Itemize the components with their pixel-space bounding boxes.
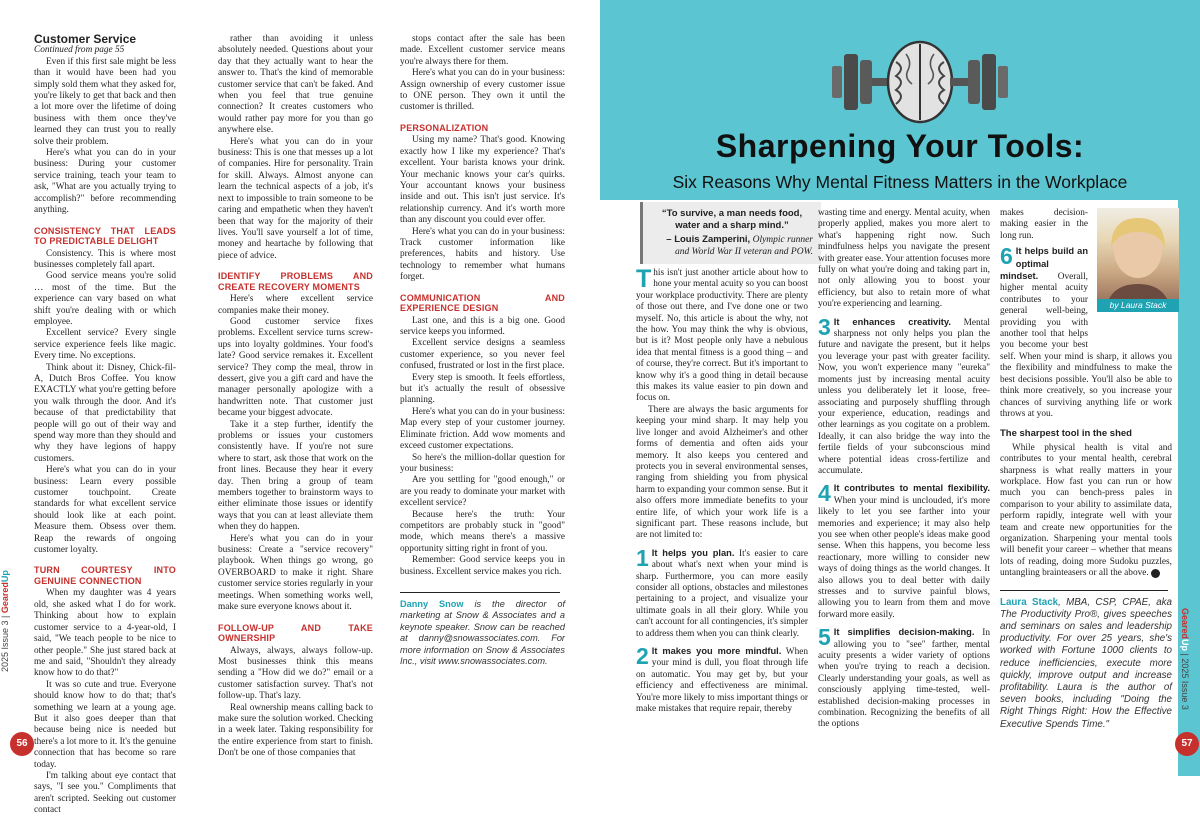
reason-text: Overall, higher mental acuity contributes to your general well-being, providing you with another tool that helps you become your best self. When your mind is sharp, it allows you the flexibility and mindfulness to make the best decisions possible. You'll also be able to think more creatively, so you increase your chances of surviving anything life or work throws at you. [1000,272,1172,419]
paragraph: Last one, and this is a big one. Good service keeps you informed. [400,315,565,338]
reason-2 [636,643,808,715]
paragraph: Because here's the truth: Your competitors are probably stuck in "good" mode, which means there's a massive opportunity sitting right in front of you. [400,509,565,554]
paragraph: Here's what you can do in your business: Assign ownership of every customer issue to ONE person. They own it until the customer is thrilled. [400,68,565,113]
body-ownership [400,34,565,114]
paragraph: Good service means you're solid … most of the time. But the experience can vary based on what shift you're dealing with or which employee. [34,271,176,327]
reason-number: 3 [818,313,831,340]
paragraph: Here's what you can do in your business: Track customer information like preferences, habits and history. Use technology to remember what humans forget. [400,226,565,283]
intro-text: his isn't just another article about how to hone your mental acuity so you can boost your workplace productivity. There are plenty of those out there, and I've done one or two myself. No, this article is about the why, not the how. You may think the why is obvious, but is it? Most people only have a nebulous idea that mental fitness is a good thing – and of course, they're correct. But it's important to know why it's a good thing in detail because this makes its value easier to pin down and focus on. [636,268,808,404]
heading-communication: COMMUNICATION AND EXPERIENCE DESIGN [400,292,565,314]
shed-text: While physical health is vital and contributes to your mental health, cerebral sharpness is what really matters in your workplace. How fast you can run or how much you can bench-press pales in comparison to your ability to assimilate data, perform rapidly, integrate well with your team and create new opportunities for the organization. Sharpening your mental tools will benefit your career – whether that means lots of reading, doing more Sudoku puzzles, untangling brainteasers or all the above. [1000,442,1172,579]
issue-label-text: 2025 Issue 3 [1180,658,1190,710]
paragraph: Take it a step further, identify the problems or issues your customers consistently have. If you're not sure where to start, ask those that work on the front lines. Because they hear it every day. Then bring a group of team members together to brainstorm ways to either eliminate those issues or identify ways that you can at least alleviate them when they do happen. [218,419,373,533]
author-bio [1000,597,1172,731]
page-number-57: 57 [1175,732,1199,756]
reason-text: When your mind is unclouded, it's more likely to let you see farther into your memories and experience; it may also help you see when other people's ideas make good sense. When this happens, you become less reactionary, more willing to consider new ways of doing things as the world changes. It also allows you to deal better with daily stresses and to survive painful blows, allowing you to learn from them and move forward more easily. [818,495,990,620]
reason-text: It's easier to care about what's next when your mind is sharp. Furthermore, you can more easily consider all options, obstacles and milestones pertaining to a project, and visualize your ultimate goals in all their glory. While you can't account for all contingencies, it's simpler to address them when you can think clearly. [636,548,808,639]
paragraph: Good customer service fixes problems. Excellent service turns screw-ups into loyalty goldmines. Your food's late? Good service remakes it. Excellent service? They comp the meal, throw in dessert, give you a gift card and have the manager personally apologize with a handwritten note. That customer just became your biggest advocate. [218,316,373,419]
paragraph: Here's what you can do in your business: Learn every possible customer touchpoint. Create standards for what excellent service should look like at each point. Measure them. Obsess over them. Reap the rewards of ongoing customer loyalty. [34,465,176,556]
reason-1 [636,544,808,640]
author-photo [1097,208,1179,312]
author-bio-text: is the director of marketing at Snow & Associates and a keynote speaker. Snow can be reached at danny@snowassociates.com. For more information on Snow & Associates Inc., visit www.snowassociates.com. [400,598,565,667]
paragraph: It was so cute and true. Everyone should know how to do that; that's something we learn at a young age. But it also goes deeper than that because being nice is needed but there's a lot more to it. It's the genuine connection that has become so rare today. [34,679,176,770]
paragraph: Real ownership means calling back to make sure the solution worked. Checking in a week later. Taking responsibility for the entire experience from start to finish. Don't be one of those companies that [218,702,373,759]
body-problems [218,294,373,613]
reason-number: 4 [818,480,831,507]
paragraph: stops contact after the sale has been made. Excellent customer service means you're always there for them. [400,34,565,67]
reason-6-wrap [1000,208,1088,242]
brand-geared: Geared [1180,608,1190,640]
paragraph: Excellent service? Every single service experience feels like magic. Every time. No exceptions. [34,328,176,362]
intro-paragraph [636,265,808,405]
left-column-1 [34,32,176,816]
pull-quote [640,202,821,264]
issue-label-right: GearedUp | 2025 Issue 3 [1180,608,1190,710]
heading-followup: FOLLOW-UP AND TAKE OWNERSHIP [218,622,373,643]
reason-lead: It simplifies decision-making. [833,627,975,638]
gearedup-logo-icon [1151,569,1160,578]
brand-up: Up [0,570,10,583]
paragraph: Here's what you can do in your business: Create a "service recovery" playbook. When things go wrong, go OVERBOARD to make it right. Share customer service stories regularly in your meetings. When something works well, make sure everyone knows about it. [218,533,373,613]
drop-cap: T [636,265,652,293]
photo-caption: by Laura Stack [1097,299,1179,312]
author-bio [400,599,565,668]
left-column-2 [218,34,373,759]
author-name: Danny Snow [400,598,464,609]
body-courtesy [34,588,176,816]
body-personalization [400,135,565,283]
paragraph: Here's what you can do in your business: Map every step of your customer journey. Eliminate friction. Add wow moments and exceed customer expectations. [400,406,565,452]
article-title: Sharpening Your Tools: [715,128,1085,164]
page-56 [0,0,600,816]
shed-paragraph [1000,443,1172,580]
issue-label-text: 2025 Issue 3 [0,620,10,672]
reason-3 [818,313,990,478]
quote-text: “To survive, a man needs food, water and a sharp mind.” [661,208,803,231]
reason-lead: It helps build an optimal mindset. [1000,246,1088,282]
left-column-3 [400,34,565,750]
paragraph: I'm talking about eye contact that says, "I see you." Compliments that aren't scripted. Seeking out customer contact [34,770,176,816]
brand-geared: Geared [0,582,10,614]
paragraph: Are you settling for "good enough," or are you ready to dominate your market with excellent service? [400,475,565,509]
author-portrait [1097,208,1179,312]
article-subtitle: Six Reasons Why Mental Fitness Matters in the Workplace [672,172,1128,192]
paragraph: So here's the million-dollar question for your business: [400,452,565,474]
paragraph: Remember: Good service keeps you in business. Excellent service makes you rich. [400,555,565,577]
paragraph: Here's where excellent service companies make their money. [218,294,373,316]
divider [400,592,560,593]
reason-text: In allowing you to "see" farther, mental acuity presents a wider variety of options when you're trying to reach a decision. Clearly understanding your goals, as well as consciously applying time-tested, well-established decision-making processes in combination. Recognizing the benefits of all the options [818,628,990,730]
reason-text: Mental sharpness not only helps you plan the future and navigate the present, but it helps you leverage your past with greater facility. Now, you won't experience many "eureka" moments just by increasing mental acuity unless you deliberately let it loose, free-associating and purposely shuffling through your experience, education, readings and other learnings as you cogitate on a problem. Ideally, it can also bridge the way into the fertile fields of your subconscious mind where potential ideas cross-fertilize and accumulate. [818,317,990,476]
brand-up: Up [1180,639,1190,652]
reason-6-lead-in: makes decision-making easier in the long run. [1000,208,1088,241]
quote-author-desc: Olympic runner and World War II veteran and POW. [674,235,813,257]
quote-author: – Louis Zamperini, [666,234,751,245]
page-57 [600,0,1200,776]
right-column-2 [818,208,990,752]
paragraph: rather than avoiding it unless absolutely needed. Questions about your day that they actually want to hear the answer to. That's the kind of memorable customer service that can't be faked. And when you feel that true genuine connection? It creates customers who would rather pay more for you than go anywhere else. [218,34,373,136]
divider [1000,590,1168,591]
reason-lead: It contributes to mental flexibility. [833,483,990,494]
heading-personalization: PERSONALIZATION [400,122,489,133]
continued-note: Continued from page 55 [34,45,125,56]
brain-dumbbell-icon [830,32,1010,132]
reason-text: When your mind is dull, you float through life on automatic. You may get by, but your efficiency and effectiveness are minimal. You're more likely to miss important things or make mistakes that require repair, thereby [636,647,808,715]
quote-attribution [651,234,813,258]
issue-label-left: 2025 Issue 3 | GearedUp [0,570,10,672]
section-title: Customer Service [34,32,137,46]
reason-2-continued: wasting time and energy. Mental acuity, when properly applied, makes you more alert to what's happening right now. Such mindfulness helps you navigate the present with greater ease. Your attention focuses more fully on what you're doing and taking part in, not only allowing you to boost your efficiency, but also to retain more of what you're experiencing and learning. [818,208,990,310]
heading-sharpest-tool: The sharpest tool in the shed [1000,428,1132,440]
paragraph: When my daughter was 4 years old, she asked what I do for work. Thinking about how to explain customer service to a 4-year-old, I said, "We teach people to be nice to other people." She just stared back at me and said, "Shouldn't they already know how to do that?" [34,588,176,679]
reason-lead: It makes you more mindful. [651,646,782,656]
reason-4 [818,480,990,621]
reason-5 [818,624,990,731]
body-followup [218,646,373,760]
reason-number: 6 [1000,243,1013,270]
body-hire [218,34,373,262]
author-bio-text: , MBA, CSP, CPAE, aka The Productivity Pro®, gives speeches and seminars on sales and leadership productivity. For over 25 years, she's worked with Fortune 1000 clients to reduce inefficiencies, execute more quickly, improve output and increase profitability. Laura is the author of seven books, including "Doing the Right Things Right: How the Effective Executive Spends Time." [1000,596,1172,730]
paragraph: Excellent service designs a seamless customer experience, so you never feel confused, frustrated or lost in the first place. [400,338,565,372]
heading-problems: IDENTIFY PROBLEMS AND CREATE RECOVERY MOMENTS [218,271,373,292]
body-consistency [34,249,176,557]
paragraph: Think about it: Disney, Chick-fil-A, Dutch Bros Coffee. You know EXACTLY what you're getting before you walk through the door. And it's because of that predictability that people will go out of their way and spend way more than they should and why they have legions of happy customers. [34,362,176,464]
body-intro [34,57,176,217]
heading-consistency: CONSISTENCY THAT LEADS TO PREDICTABLE DELIGHT [34,225,176,246]
reason-lead: It enhances creativity. [833,316,951,327]
reason-lead: It helps you plan. [651,547,735,558]
paragraph: Even if this first sale might be less than it would have been had you simply sold them what they asked for, you're likely to get that back and then a lot more over the lifetime of doing business with them once they've learned they can trust you to really solve their problem. [34,56,176,147]
reason-number: 5 [818,624,831,651]
reason-number: 1 [636,544,649,571]
right-column-1 [636,265,808,752]
paragraph: Using my name? That's good. Knowing exactly how I like my experience? That's excellent. Your barista knows your drink. Your mechanic knows your car's quirks. Your accountant knows your business inside and out. This isn't just service. It's relationship currency. And it's worth more than any discount you could ever offer. [400,135,565,226]
author-name: Laura Stack [1000,596,1059,608]
paragraph: Always, always, always follow-up. Most businesses think this means sending a "How did we do?" email or a customer satisfaction survey. That's not follow-up. That's lazy. [218,645,373,702]
paragraph: Every step is smooth. It feels effortless, but it's actually the result of obsessive planning. [400,372,565,406]
intro-paragraph-2: There are always the basic arguments for keeping your mind sharp. It may help you live longer and avoid Alzheimer's and other forms of dementia and often aids your memory. It also keeps you centered and protects you in several environmental senses, ranging from shielding you from physical harm to expanding your common sense. But it also offers more immediate benefits to your entire life, of which your work life is a significant part. These reasons include, but are not limited to: [636,404,808,541]
paragraph: Here's what you can do in your business: This is one that messes up a lot of companies. Hire for personality. Train for skill. Always. Almost anyone can learn the technical aspects of a job, it's next to impossible to train someone to be caring and empathetic when they haven't been that way for the majority of their lives. You'll save yourself a lot of time, money and heartache by following that piece of advice. [218,136,373,261]
paragraph: Consistency. This is where most businesses completely fall apart. [34,248,176,270]
page-number-56: 56 [10,732,34,756]
paragraph: Here's what you can do in your business: During your customer service training, teach your team to ask, "What are you actually trying to accomplish?" before recommending anything. [34,148,176,216]
body-communication [400,316,565,578]
reason-number: 2 [636,643,649,669]
heading-courtesy: TURN COURTESY INTO GENUINE CONNECTION [34,565,176,586]
